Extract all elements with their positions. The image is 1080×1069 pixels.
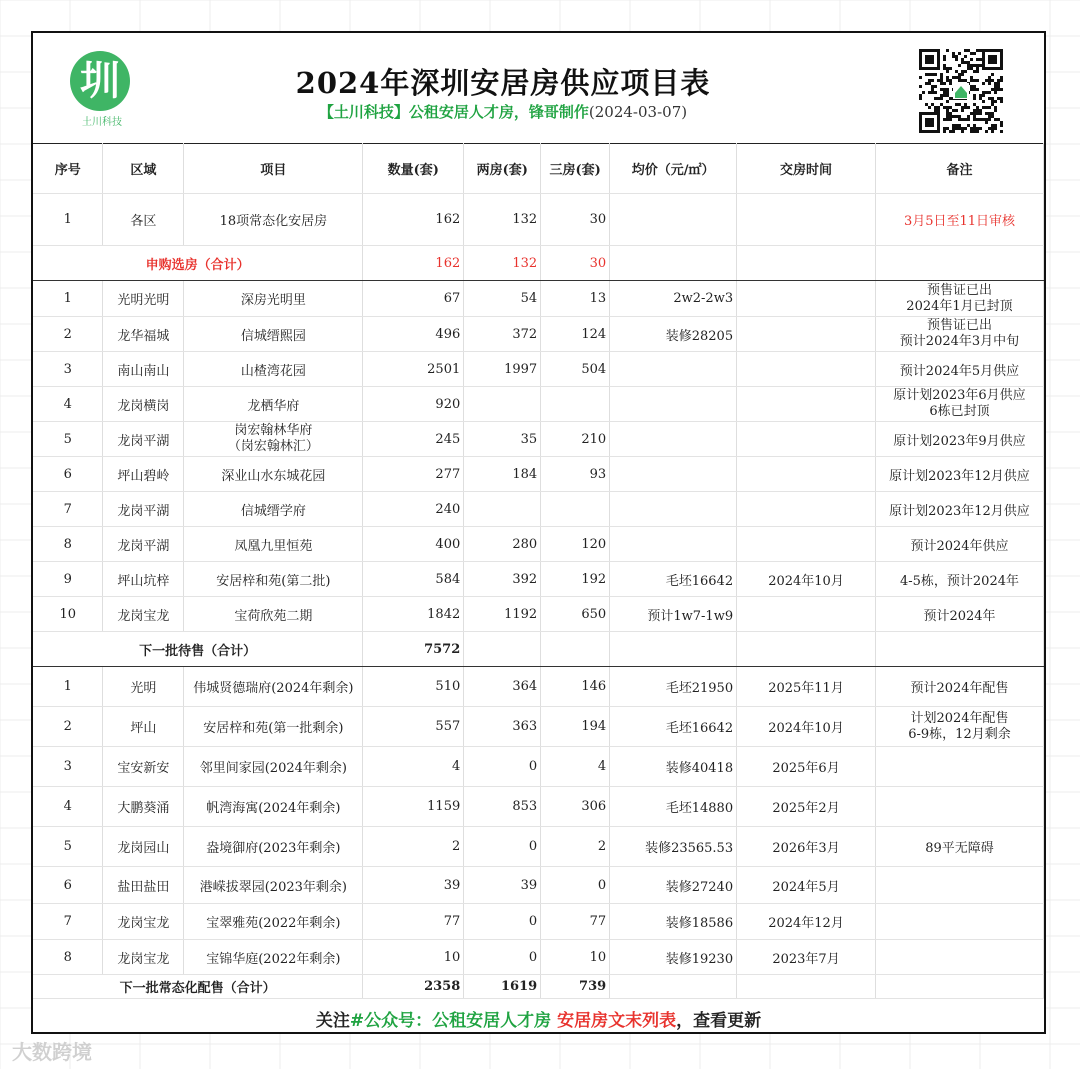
sheet-header (33, 33, 1044, 144)
table-row (33, 667, 1044, 707)
cell-project: 宝荷欣苑二期 (184, 597, 363, 632)
cell-two (464, 492, 541, 527)
empty-cell (610, 975, 737, 999)
empty-cell (875, 246, 1043, 281)
empty-cell (875, 975, 1043, 999)
cell-project: 龙栖华府 (184, 387, 363, 422)
cell-total: 240 (363, 492, 464, 527)
cell-project: 信城缙熙园 (184, 317, 363, 352)
table-row (33, 527, 1044, 562)
cell-three: 146 (541, 667, 610, 707)
cell-area: 光明 (103, 667, 184, 707)
subtitle-date: (2024-03-07) (588, 103, 688, 121)
cell-three: 30 (541, 194, 610, 246)
cell-three: 210 (541, 422, 610, 457)
column-header: 序号 (33, 143, 103, 194)
table-row (33, 904, 1044, 940)
cell-area: 各区 (103, 194, 184, 246)
cell-date: 2025年6月 (737, 747, 876, 787)
cell-two: 0 (464, 940, 541, 975)
cell-price (610, 194, 737, 246)
cell-three: 124 (541, 317, 610, 352)
cell-price: 2w2-2w3 (610, 281, 737, 317)
cell-date: 2023年7月 (737, 940, 876, 975)
column-header: 项目 (184, 143, 363, 194)
cell-note: 预计2024年供应 (875, 527, 1043, 562)
cell-no: 2 (33, 317, 103, 352)
cell-total: 10 (363, 940, 464, 975)
cell-price: 装修18586 (610, 904, 737, 940)
cell-date (737, 492, 876, 527)
cell-no: 7 (33, 904, 103, 940)
cell-price (610, 352, 737, 387)
cell-three: 192 (541, 562, 610, 597)
cell-total: 39 (363, 867, 464, 904)
cell-note: 预售证已出 2024年1月已封顶 (875, 281, 1043, 317)
cell-three: 77 (541, 904, 610, 940)
cell-total: 67 (363, 281, 464, 317)
cell-price: 预计1w7-1w9 (610, 597, 737, 632)
supply-table (33, 143, 1044, 999)
cell-total: 920 (363, 387, 464, 422)
cell-project: 凤凰九里恒苑 (184, 527, 363, 562)
cell-area: 光明光明 (103, 281, 184, 317)
cell-project: 盎境御府(2023年剩余) (184, 827, 363, 867)
cell-date: 2024年12月 (737, 904, 876, 940)
cell-total: 400 (363, 527, 464, 562)
cell-total: 496 (363, 317, 464, 352)
subtotal-three (541, 632, 610, 667)
empty-cell (737, 975, 876, 999)
cell-three: 306 (541, 787, 610, 827)
page-title: 2024年深圳安居房供应项目表 (295, 66, 711, 100)
cell-project: 宝锦华庭(2022年剩余) (184, 940, 363, 975)
cell-three: 2 (541, 827, 610, 867)
subtotal-two: 1619 (464, 975, 541, 999)
cell-area: 龙岗平湖 (103, 492, 184, 527)
cell-date (737, 457, 876, 492)
cell-note: 原计划2023年6月供应 6栋已封顶 (875, 387, 1043, 422)
cell-no: 8 (33, 940, 103, 975)
cell-project: 伟城贤德瑞府(2024年剩余) (184, 667, 363, 707)
empty-cell (610, 246, 737, 281)
cell-two: 363 (464, 707, 541, 747)
subtotal-label: 申购选房（合计） (33, 246, 363, 281)
subtotal-two (464, 632, 541, 667)
cell-two: 392 (464, 562, 541, 597)
cell-note: 原计划2023年9月供应 (875, 422, 1043, 457)
cell-three: 93 (541, 457, 610, 492)
cell-price (610, 492, 737, 527)
brand-logo: 圳 (70, 51, 130, 111)
cell-two: 364 (464, 667, 541, 707)
cell-price: 装修19230 (610, 940, 737, 975)
cell-no: 1 (33, 667, 103, 707)
cell-two: 280 (464, 527, 541, 562)
table-row (33, 317, 1044, 352)
cell-total: 277 (363, 457, 464, 492)
table-row (33, 597, 1044, 632)
table-row (33, 707, 1044, 747)
table-row (33, 387, 1044, 422)
cell-area: 坪山碧岭 (103, 457, 184, 492)
page-subtitle (153, 101, 853, 122)
cell-two: 372 (464, 317, 541, 352)
table-row (33, 827, 1044, 867)
cell-price: 毛坯16642 (610, 562, 737, 597)
cell-note: 原计划2023年12月供应 (875, 457, 1043, 492)
table-body (33, 194, 1044, 999)
table-row (33, 787, 1044, 827)
cell-note: 预计2024年 (875, 597, 1043, 632)
table-row (33, 194, 1044, 246)
cell-two: 0 (464, 827, 541, 867)
cell-three: 504 (541, 352, 610, 387)
table-row (33, 867, 1044, 904)
cell-project: 深业山水东城花园 (184, 457, 363, 492)
table-header-row (33, 143, 1044, 194)
cell-area: 南山南山 (103, 352, 184, 387)
subtotal-total: 7572 (363, 632, 464, 667)
cell-note (875, 787, 1043, 827)
cell-no: 5 (33, 827, 103, 867)
column-header: 区域 (103, 143, 184, 194)
footer-account[interactable]: #公众号：公租安居人才房 (349, 1011, 552, 1031)
cell-project: 山楂湾花园 (184, 352, 363, 387)
cell-total: 584 (363, 562, 464, 597)
cell-project: 18项常态化安居房 (184, 194, 363, 246)
cell-three (541, 492, 610, 527)
subtotal-three: 739 (541, 975, 610, 999)
cell-total: 1842 (363, 597, 464, 632)
cell-total: 77 (363, 904, 464, 940)
subtotal-label: 下一批常态化配售（合计） (33, 975, 363, 999)
empty-cell (737, 246, 876, 281)
cell-price: 装修27240 (610, 867, 737, 904)
cell-area: 龙岗宝龙 (103, 904, 184, 940)
cell-no: 8 (33, 527, 103, 562)
cell-no: 7 (33, 492, 103, 527)
cell-note: 3月5日至11日审核 (875, 194, 1043, 246)
cell-price: 毛坯21950 (610, 667, 737, 707)
cell-note (875, 940, 1043, 975)
cell-total: 510 (363, 667, 464, 707)
cell-no: 1 (33, 281, 103, 317)
subtotal-row (33, 246, 1044, 281)
cell-three: 4 (541, 747, 610, 787)
footer-check: ，查看更新 (676, 1011, 762, 1031)
cell-project: 安居梓和苑(第一批剩余) (184, 707, 363, 747)
cell-three (541, 387, 610, 422)
cell-date (737, 597, 876, 632)
cell-date (737, 352, 876, 387)
cell-project: 深房光明里 (184, 281, 363, 317)
cell-price (610, 387, 737, 422)
cell-area: 龙华福城 (103, 317, 184, 352)
cell-area: 龙岗宝龙 (103, 597, 184, 632)
cell-price (610, 527, 737, 562)
cell-note: 计划2024年配售 6-9栋，12月剩余 (875, 707, 1043, 747)
cell-total: 2 (363, 827, 464, 867)
cell-area: 坪山 (103, 707, 184, 747)
column-header: 两房(套) (464, 143, 541, 194)
brand-logo-caption: 土川科技 (82, 117, 122, 128)
cell-area: 龙岗园山 (103, 827, 184, 867)
subtotal-two: 132 (464, 246, 541, 281)
cell-project: 邻里间家园(2024年剩余) (184, 747, 363, 787)
cell-price: 装修23565.53 (610, 827, 737, 867)
cell-no: 3 (33, 747, 103, 787)
cell-total: 2501 (363, 352, 464, 387)
cell-no: 4 (33, 787, 103, 827)
cell-note: 预计2024年配售 (875, 667, 1043, 707)
cell-area: 宝安新安 (103, 747, 184, 787)
cell-two: 39 (464, 867, 541, 904)
column-header: 备注 (875, 143, 1043, 194)
cell-area: 盐田盐田 (103, 867, 184, 904)
cell-note: 预计2024年5月供应 (875, 352, 1043, 387)
footer-note (33, 1006, 1044, 1031)
cell-three: 0 (541, 867, 610, 904)
cell-two: 54 (464, 281, 541, 317)
cell-date: 2025年11月 (737, 667, 876, 707)
cell-date: 2024年5月 (737, 867, 876, 904)
cell-note (875, 904, 1043, 940)
cell-date (737, 317, 876, 352)
column-header: 交房时间 (737, 143, 876, 194)
cell-two: 0 (464, 904, 541, 940)
cell-total: 557 (363, 707, 464, 747)
subtotal-label: 下一批待售（合计） (33, 632, 363, 667)
cell-total: 245 (363, 422, 464, 457)
cell-date (737, 527, 876, 562)
cell-date: 2024年10月 (737, 707, 876, 747)
subtotal-total: 162 (363, 246, 464, 281)
table-row (33, 457, 1044, 492)
cell-price: 装修40418 (610, 747, 737, 787)
cell-two: 184 (464, 457, 541, 492)
cell-no: 3 (33, 352, 103, 387)
cell-note: 原计划2023年12月供应 (875, 492, 1043, 527)
cell-no: 6 (33, 867, 103, 904)
cell-no: 9 (33, 562, 103, 597)
watermark-text: 大数跨境 (12, 1040, 92, 1064)
footer-follow: 关注 (315, 1011, 350, 1031)
cell-price: 毛坯16642 (610, 707, 737, 747)
cell-project: 安居梓和苑(第二批) (184, 562, 363, 597)
subtotal-row (33, 975, 1044, 999)
subtotal-three: 30 (541, 246, 610, 281)
cell-three: 194 (541, 707, 610, 747)
empty-cell (875, 632, 1043, 667)
cell-two (464, 387, 541, 422)
subtotal-total: 2358 (363, 975, 464, 999)
column-header: 均价（元/㎡） (610, 143, 737, 194)
cell-area: 龙岗平湖 (103, 422, 184, 457)
cell-date: 2026年3月 (737, 827, 876, 867)
cell-total: 4 (363, 747, 464, 787)
cell-price (610, 457, 737, 492)
cell-two: 35 (464, 422, 541, 457)
cell-no: 4 (33, 387, 103, 422)
subtitle-brand: 【土川科技】公租安居人才房，锋哥制作 (318, 103, 589, 121)
cell-area: 龙岗宝龙 (103, 940, 184, 975)
cell-two: 853 (464, 787, 541, 827)
cell-date (737, 422, 876, 457)
table-row (33, 940, 1044, 975)
empty-cell (737, 632, 876, 667)
empty-cell (610, 632, 737, 667)
cell-no: 2 (33, 707, 103, 747)
cell-project: 信城缙学府 (184, 492, 363, 527)
cell-date: 2025年2月 (737, 787, 876, 827)
cell-price (610, 422, 737, 457)
table-row (33, 747, 1044, 787)
cell-three: 120 (541, 527, 610, 562)
qr-code-icon[interactable] (919, 49, 1003, 133)
cell-no: 5 (33, 422, 103, 457)
table-row (33, 352, 1044, 387)
cell-note (875, 747, 1043, 787)
cell-area: 坪山坑梓 (103, 562, 184, 597)
cell-note: 预售证已出 预计2024年3月中旬 (875, 317, 1043, 352)
cell-date: 2024年10月 (737, 562, 876, 597)
cell-two: 1997 (464, 352, 541, 387)
table-row (33, 281, 1044, 317)
cell-date (737, 194, 876, 246)
cell-area: 大鹏葵涌 (103, 787, 184, 827)
subtotal-row (33, 632, 1044, 667)
column-header: 三房(套) (541, 143, 610, 194)
cell-no: 1 (33, 194, 103, 246)
cell-total: 1159 (363, 787, 464, 827)
cell-price: 毛坯14880 (610, 787, 737, 827)
table-row (33, 492, 1044, 527)
cell-note: 4-5栋，预计2024年 (875, 562, 1043, 597)
cell-project: 帆湾海寓(2024年剩余) (184, 787, 363, 827)
table-row (33, 562, 1044, 597)
cell-no: 10 (33, 597, 103, 632)
housing-supply-sheet (31, 31, 1046, 1034)
cell-note (875, 867, 1043, 904)
cell-date (737, 387, 876, 422)
cell-project: 岗宏翰林华府 （岗宏翰林汇） (184, 422, 363, 457)
cell-note: 89平无障碍 (875, 827, 1043, 867)
cell-two: 1192 (464, 597, 541, 632)
cell-area: 龙岗平湖 (103, 527, 184, 562)
cell-project: 宝翠雅苑(2022年剩余) (184, 904, 363, 940)
cell-two: 132 (464, 194, 541, 246)
cell-three: 10 (541, 940, 610, 975)
cell-three: 13 (541, 281, 610, 317)
cell-two: 0 (464, 747, 541, 787)
cell-price: 装修28205 (610, 317, 737, 352)
cell-total: 162 (363, 194, 464, 246)
column-header: 数量(套) (363, 143, 464, 194)
cell-three: 650 (541, 597, 610, 632)
cell-date (737, 281, 876, 317)
footer-list-link[interactable]: 安居房文末列表 (551, 1011, 677, 1031)
table-row (33, 422, 1044, 457)
cell-area: 龙岗横岗 (103, 387, 184, 422)
cell-no: 6 (33, 457, 103, 492)
cell-project: 港嵘拔翠园(2023年剩余) (184, 867, 363, 904)
